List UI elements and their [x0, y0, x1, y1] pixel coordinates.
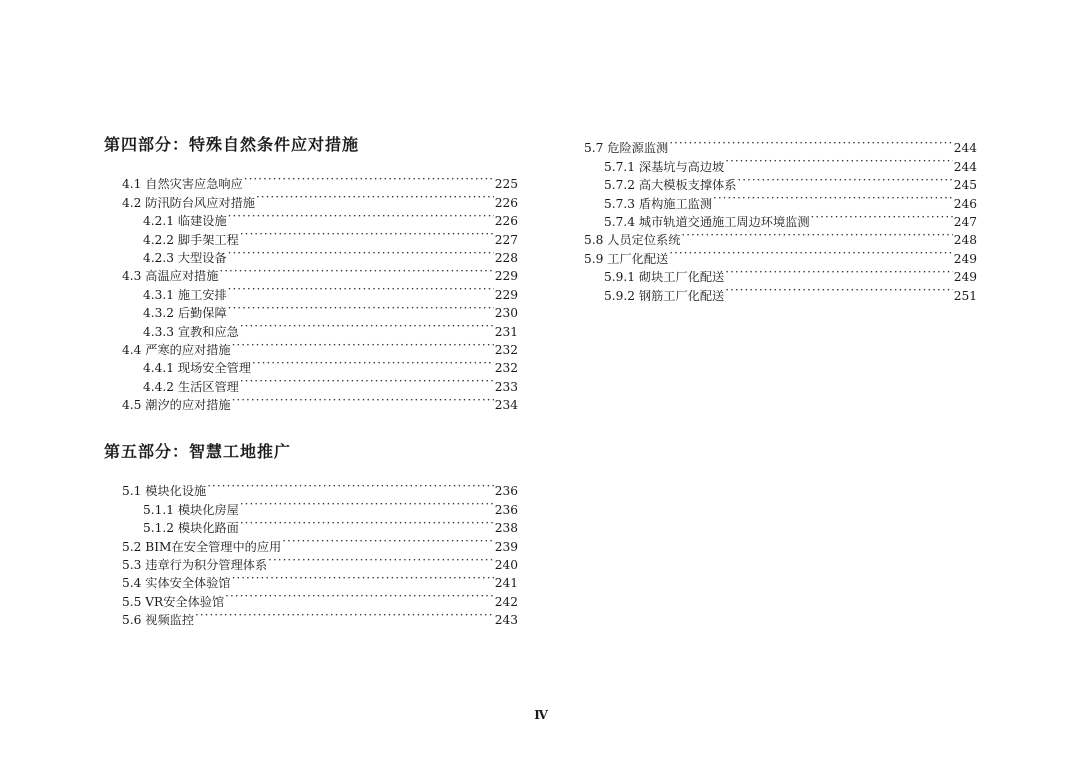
- toc-entry-label: 4.1 自然灾害应急响应: [122, 177, 243, 192]
- toc-list: [104, 477, 518, 628]
- toc-entry-label: 5.7.2 高大模板支撑体系: [604, 178, 737, 193]
- toc-entry-page: 242: [494, 594, 518, 609]
- toc-entry-page: 233: [494, 379, 518, 394]
- dot-leader: [811, 208, 953, 226]
- toc-left-column: [104, 132, 518, 628]
- toc-entry-page: 229: [494, 287, 518, 302]
- section-title: 第四部分：特殊自然条件应对措施: [104, 135, 360, 154]
- toc-entry-page: 236: [494, 484, 518, 499]
- toc-entry-page: 249: [953, 270, 977, 285]
- toc-entry-label: 4.2.2 脚手架工程: [143, 232, 239, 247]
- dot-leader: [207, 477, 494, 495]
- toc-entry-page: 239: [494, 539, 518, 554]
- toc-entry-page: 232: [494, 342, 518, 357]
- toc-entry-label: 5.7.1 深基坑与高边坡: [604, 159, 725, 174]
- toc-entry-label: 4.2.1 临建设施: [143, 214, 227, 229]
- dot-leader: [225, 587, 494, 605]
- dot-leader: [232, 391, 494, 409]
- toc-entry-page: 238: [494, 521, 518, 536]
- toc-entry-label: 5.1 模块化设施: [122, 484, 207, 499]
- toc-entry-page: 251: [953, 288, 977, 303]
- dot-leader: [669, 134, 953, 152]
- toc-entry-label: 4.4 严寒的应对措施: [122, 342, 231, 357]
- toc-entry-label: 5.4 实体安全体验馆: [122, 576, 231, 591]
- toc-entry-label: 4.3.1 施工安排: [143, 287, 227, 302]
- toc-entry-page: 243: [494, 613, 518, 628]
- toc-entry-page: 241: [494, 576, 518, 591]
- toc-entry-page: 248: [953, 233, 977, 248]
- toc-entry-label: 5.7.4 城市轨道交通施工周边环境监测: [604, 214, 810, 229]
- toc-entry-label: 5.6 视频监控: [122, 613, 195, 628]
- toc-entry-page: 228: [494, 250, 518, 265]
- toc-entry-page: 240: [494, 558, 518, 573]
- toc-entry[interactable]: [104, 477, 518, 499]
- toc-entry-label: 5.8 人员定位系统: [584, 233, 681, 248]
- section-title: 第五部分：智慧工地推广: [104, 442, 292, 462]
- dot-leader: [713, 189, 953, 207]
- dot-leader: [228, 244, 494, 262]
- dot-leader: [268, 551, 494, 569]
- toc-entry-label: 4.4.2 生活区管理: [143, 379, 239, 394]
- toc-entry[interactable]: [104, 170, 518, 192]
- toc-entry-page: 226: [494, 214, 518, 229]
- toc-list: [584, 134, 977, 303]
- toc-entry-label: 5.3 违章行为积分管理体系: [122, 558, 268, 573]
- dot-leader: [219, 262, 493, 280]
- dot-leader: [244, 170, 494, 188]
- toc-entry-page: 229: [494, 269, 518, 284]
- page-number: Ⅳ: [534, 708, 548, 722]
- dot-leader: [228, 299, 494, 317]
- toc-entry-page: 226: [494, 195, 518, 210]
- toc-entry-page: 245: [953, 178, 977, 193]
- dot-leader: [725, 263, 953, 281]
- toc-entry-label: 4.5 潮汐的应对措施: [122, 398, 231, 413]
- toc-entry-page: 244: [953, 159, 977, 174]
- dot-leader: [252, 354, 494, 372]
- dot-leader: [232, 569, 494, 587]
- toc-entry-label: 5.1.2 模块化路面: [143, 521, 239, 536]
- toc-right-column: [584, 134, 977, 303]
- toc-entry-label: 4.2.3 大型设备: [143, 250, 227, 265]
- toc-entry-label: 4.3.3 宣教和应急: [143, 324, 239, 339]
- toc-entry-label: 5.9.2 钢筋工厂化配送: [604, 288, 725, 303]
- toc-entry-label: 5.2 BIM在安全管理中的应用: [122, 539, 282, 554]
- dot-leader: [282, 532, 494, 550]
- dot-leader: [195, 606, 494, 624]
- dot-leader: [228, 280, 494, 298]
- dot-leader: [669, 244, 953, 262]
- dot-leader: [681, 226, 952, 244]
- toc-entry-page: 249: [953, 251, 977, 266]
- dot-leader: [240, 514, 494, 532]
- dot-leader: [725, 281, 953, 299]
- toc-entry-page: 231: [494, 324, 518, 339]
- toc-entry-page: 232: [494, 361, 518, 376]
- dot-leader: [240, 225, 494, 243]
- toc-entry-page: 234: [494, 398, 518, 413]
- dot-leader: [228, 207, 494, 225]
- dot-leader: [240, 495, 494, 513]
- toc-entry-label: 4.3 高温应对措施: [122, 269, 219, 284]
- toc-entry-label: 5.7.3 盾构施工监测: [604, 196, 713, 211]
- toc-entry-page: 244: [953, 141, 977, 156]
- toc-entry-page: 247: [953, 214, 977, 229]
- toc-entry-label: 4.2 防汛防台风应对措施: [122, 195, 255, 210]
- toc-entry-page: 236: [494, 502, 518, 517]
- toc-entry-label: 4.3.2 后勤保障: [143, 306, 227, 321]
- toc-entry-label: 5.9 工厂化配送: [584, 251, 669, 266]
- toc-list: [104, 170, 518, 413]
- dot-leader: [256, 188, 494, 206]
- toc-entry-page: 230: [494, 306, 518, 321]
- toc-entry-page: 227: [494, 232, 518, 247]
- toc-entry-label: 4.4.1 现场安全管理: [143, 361, 252, 376]
- dot-leader: [737, 171, 952, 189]
- toc-entry-label: 5.1.1 模块化房屋: [143, 502, 239, 517]
- toc-entry-page: 246: [953, 196, 977, 211]
- toc-entry-label: 5.7 危险源监测: [584, 141, 669, 156]
- dot-leader: [240, 372, 494, 390]
- toc-entry-label: 5.5 VR安全体验馆: [122, 594, 225, 609]
- toc-entry-page: 225: [494, 177, 518, 192]
- dot-leader: [232, 336, 494, 354]
- toc-entry-label: 5.9.1 砌块工厂化配送: [604, 270, 725, 285]
- toc-entry[interactable]: [584, 134, 977, 156]
- dot-leader: [240, 317, 494, 335]
- dot-leader: [725, 152, 953, 170]
